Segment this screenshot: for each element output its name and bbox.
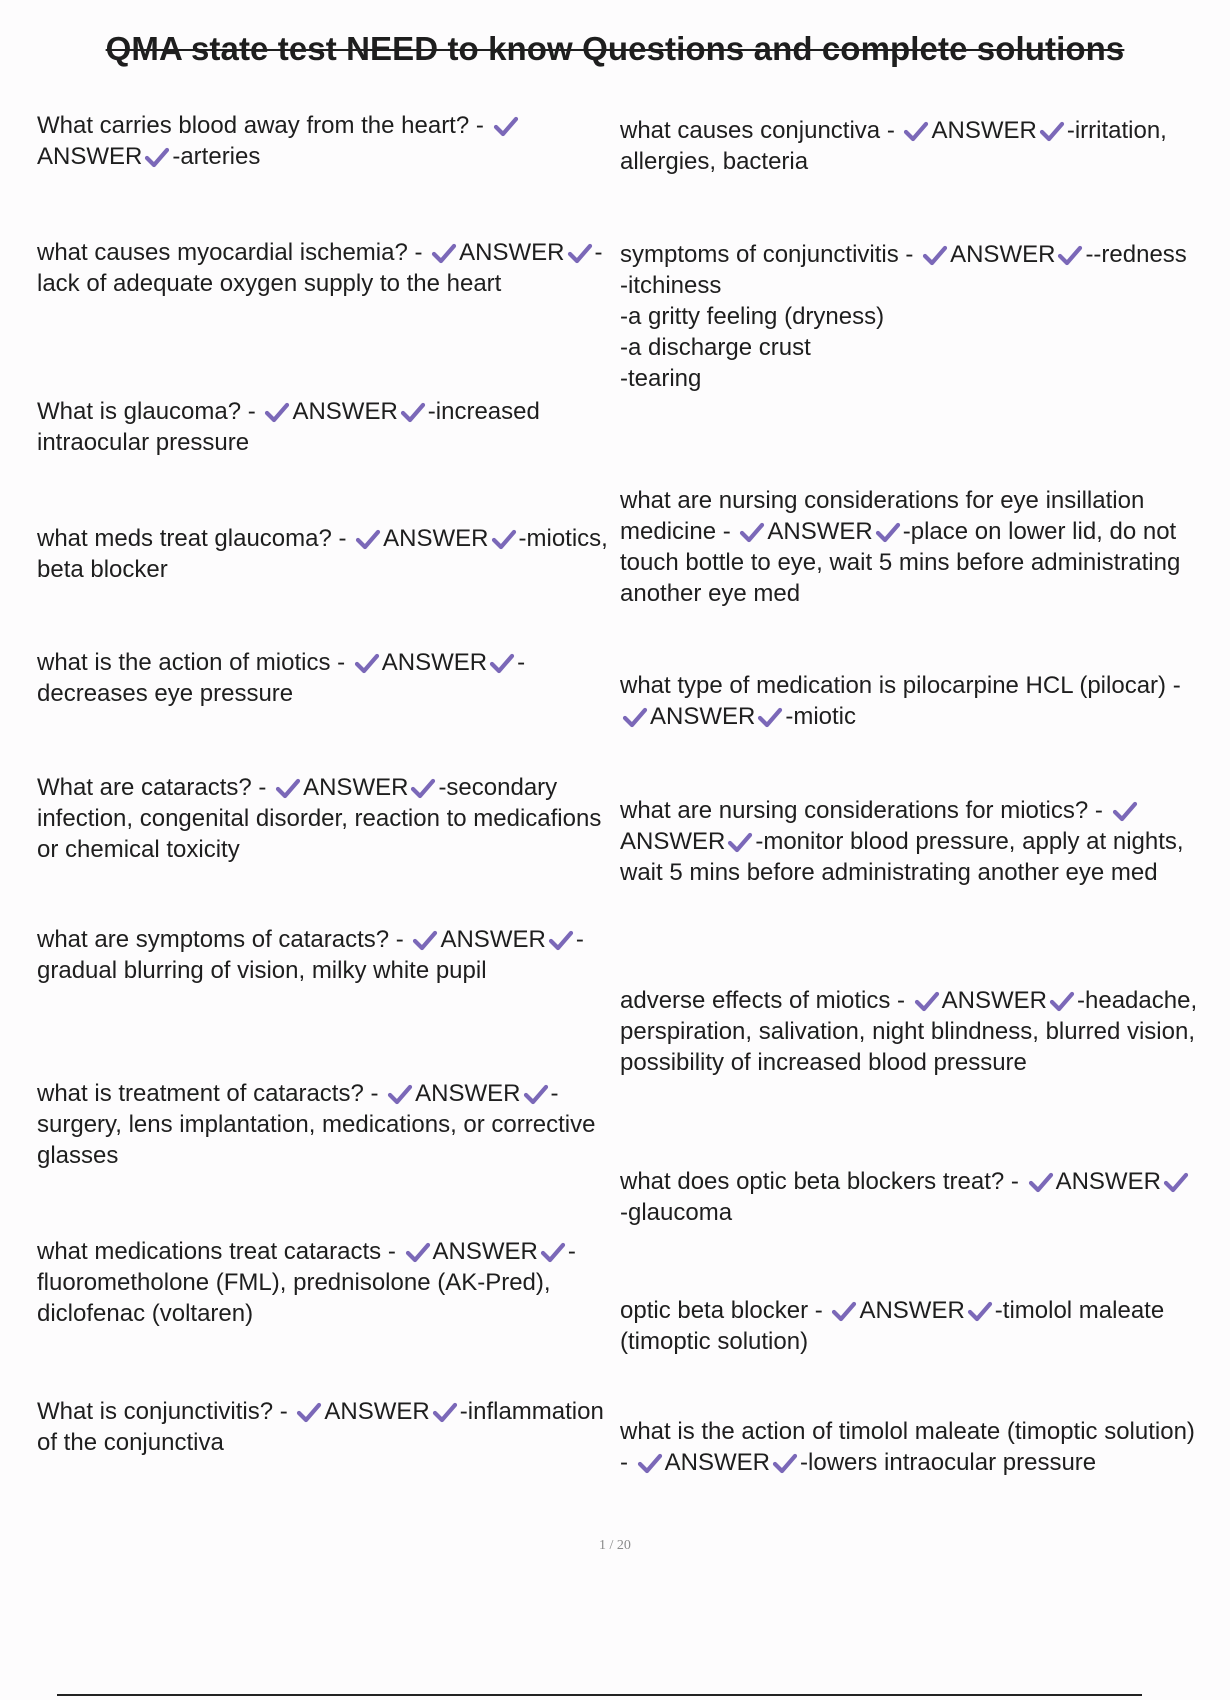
check-mark-icon: [1040, 121, 1064, 141]
check-mark-icon: [356, 529, 380, 549]
check-mark-icon: [432, 243, 456, 263]
check-mark-icon: [406, 1242, 430, 1262]
answer-label: ANSWER: [432, 1238, 538, 1265]
question-text: What is conjunctivitis? -: [37, 1398, 288, 1425]
check-mark-icon: [915, 991, 939, 1011]
qa-item: [620, 115, 1198, 177]
check-mark-icon: [773, 1453, 797, 1473]
check-mark-icon: [490, 653, 514, 673]
question-text: what are nursing considerations for eye insillation medicine -: [620, 487, 1151, 545]
answer-text: -miotic: [785, 703, 857, 730]
qa-item: [620, 1416, 1202, 1478]
check-mark-icon: [1113, 801, 1137, 821]
answer-text: -timolol maleate (timoptic solution): [620, 1297, 1165, 1355]
question-text: what causes myocardial ischemia? -: [37, 239, 423, 266]
qa-item: [620, 795, 1198, 888]
answer-text: --redness -itchiness -a gritty feeling (dryness) -a discharge crust -tearing: [620, 241, 1187, 392]
qa-item: [620, 1166, 1198, 1228]
check-mark-icon: [728, 832, 752, 852]
answer-text: -fluorometholone (FML), prednisolone (AK-Pred), diclofenac (voltaren): [37, 1238, 576, 1327]
check-mark-icon: [388, 1084, 412, 1104]
check-mark-icon: [524, 1084, 548, 1104]
qa-item: [37, 1236, 612, 1329]
question-text: What are cataracts? -: [37, 774, 267, 801]
answer-label: ANSWER: [1055, 1168, 1161, 1195]
check-mark-icon: [433, 1402, 457, 1422]
answer-text: -secondary infection, congenital disorder, reaction to medicafions or chemical toxicity: [37, 774, 602, 863]
answer-label: ANSWER: [415, 1080, 521, 1107]
answer-label: ANSWER: [664, 1449, 771, 1476]
answer-label: ANSWER: [440, 926, 546, 953]
check-mark-icon: [355, 653, 379, 673]
qa-item: [620, 239, 1198, 394]
answer-text: -monitor blood pressure, apply at nights, wait 5 mins before administrating another eye med: [620, 828, 1184, 886]
check-mark-icon: [549, 930, 573, 950]
qa-item: [620, 985, 1198, 1078]
answer-label: ANSWER: [292, 398, 398, 425]
check-mark-icon: [904, 121, 928, 141]
qa-item: [37, 1078, 612, 1171]
check-mark-icon: [968, 1301, 992, 1321]
question-text: what is the action of miotics -: [37, 649, 346, 676]
answer-label: ANSWER: [767, 518, 873, 545]
check-mark-icon: [494, 116, 518, 136]
check-mark-icon: [876, 522, 900, 542]
answer-text: -inflammation of the conjunctiva: [37, 1398, 604, 1456]
answer-text: -irritation, allergies, bacteria: [620, 117, 1167, 175]
answer-text: -decreases eye pressure: [37, 649, 526, 707]
answer-label: ANSWER: [459, 239, 565, 266]
answer-text: -lack of adequate oxygen supply to the heart: [37, 239, 603, 297]
check-mark-icon: [413, 930, 437, 950]
question-text: what type of medication is pilocarpine HCL (pilocar) -: [620, 672, 1181, 699]
answer-label: ANSWER: [859, 1297, 965, 1324]
check-mark-icon: [1164, 1172, 1188, 1192]
check-mark-icon: [623, 707, 647, 727]
answer-text: -miotics, beta blocker: [37, 525, 608, 583]
qa-item: [620, 670, 1198, 732]
question-text: what does optic beta blockers treat? -: [620, 1168, 1019, 1195]
document-title: QMA state test NEED to know Questions and complete solutions: [105, 30, 1125, 67]
check-mark-icon: [411, 778, 435, 798]
check-mark-icon: [276, 778, 300, 798]
check-mark-icon: [832, 1301, 856, 1321]
question-text: adverse effects of miotics -: [620, 987, 905, 1014]
question-text: what medications treat cataracts -: [37, 1238, 396, 1265]
qa-item: [37, 1396, 612, 1458]
check-mark-icon: [1058, 245, 1082, 265]
answer-text: -gradual blurring of vision, milky white pupil: [37, 926, 584, 984]
answer-text: -surgery, lens implantation, medications, or corrective glasses: [37, 1080, 596, 1169]
answer-text: -place on lower lid, do not touch bottle to eye, wait 5 mins before administrating another eye med: [620, 518, 1181, 607]
check-mark-icon: [541, 1242, 565, 1262]
qa-item: [37, 396, 612, 458]
check-mark-icon: [297, 1402, 321, 1422]
answer-label: ANSWER: [383, 525, 489, 552]
footer-divider: [57, 1694, 1142, 1696]
check-mark-icon: [265, 402, 289, 422]
answer-label: ANSWER: [381, 649, 488, 676]
question-text: What carries blood away from the heart? -: [37, 112, 484, 139]
answer-text: -lowers intraocular pressure: [800, 1449, 1097, 1476]
question-text: optic beta blocker -: [620, 1297, 823, 1324]
page-number: 1 / 20: [599, 1538, 631, 1553]
answer-label: ANSWER: [37, 143, 143, 170]
answer-text: -headache, perspiration, salivation, night blindness, blurred vision, possibility of increased blood pressure: [620, 987, 1198, 1076]
check-mark-icon: [145, 147, 169, 167]
answer-text: -increased intraocular pressure: [37, 398, 540, 456]
check-mark-icon: [923, 245, 947, 265]
check-mark-icon: [638, 1453, 662, 1473]
question-text: what is treatment of cataracts? -: [37, 1080, 379, 1107]
qa-item: [620, 1295, 1198, 1357]
question-text: what causes conjunctiva -: [620, 117, 895, 144]
answer-label: ANSWER: [650, 703, 756, 730]
question-text: symptoms of conjunctivitis -: [620, 241, 914, 268]
check-mark-icon: [758, 707, 782, 727]
qa-item: [37, 237, 612, 299]
qa-item: [37, 523, 612, 585]
answer-label: ANSWER: [950, 241, 1056, 268]
question-text: What is glaucoma? -: [37, 398, 256, 425]
question-text: what are nursing considerations for miotics? -: [620, 797, 1103, 824]
answer-label: ANSWER: [931, 117, 1037, 144]
qa-item: [37, 647, 612, 709]
question-text: what is the action of timolol maleate (timoptic solution) -: [620, 1418, 1202, 1476]
check-mark-icon: [401, 402, 425, 422]
question-text: what meds treat glaucoma? -: [37, 525, 347, 552]
check-mark-icon: [1029, 1172, 1053, 1192]
question-text: what are symptoms of cataracts? -: [37, 926, 404, 953]
answer-text: -glaucoma: [620, 1199, 733, 1226]
check-mark-icon: [492, 529, 516, 549]
answer-text: -arteries: [172, 143, 261, 170]
qa-item: [37, 110, 612, 172]
qa-item: [37, 924, 612, 986]
qa-item: [37, 772, 612, 865]
check-mark-icon: [740, 522, 764, 542]
answer-label: ANSWER: [324, 1398, 430, 1425]
check-mark-icon: [568, 243, 592, 263]
qa-item: [620, 485, 1198, 609]
answer-label: ANSWER: [303, 774, 409, 801]
answer-label: ANSWER: [620, 828, 726, 855]
answer-label: ANSWER: [941, 987, 1048, 1014]
check-mark-icon: [1050, 991, 1074, 1011]
